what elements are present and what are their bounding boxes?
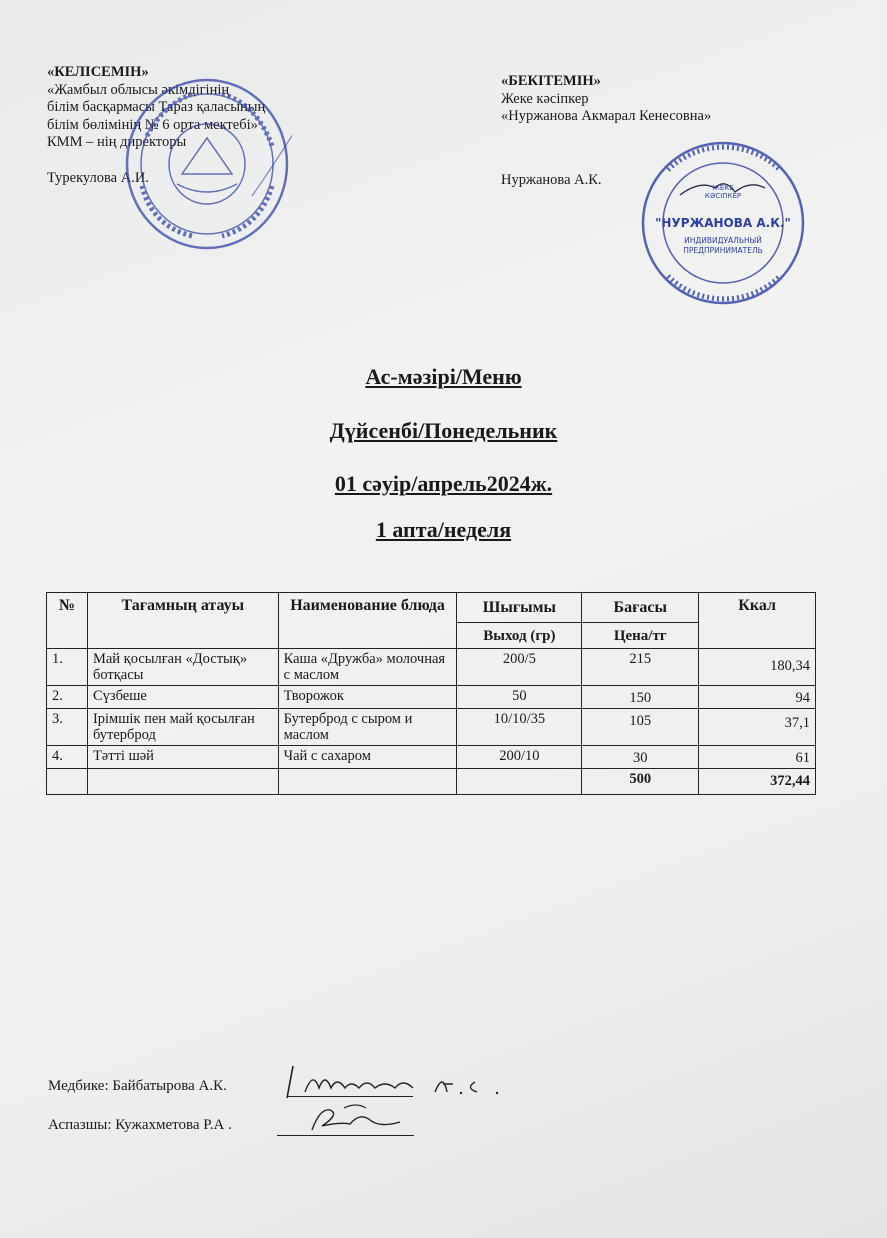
header-output-unit: Выход (гр) (457, 623, 582, 649)
table-row (47, 649, 816, 686)
row-kcal: 61 (699, 746, 816, 769)
row-output: 10/10/35 (457, 709, 582, 746)
row-name-ru: Чай с сахаром (278, 746, 457, 769)
row-name-kz: Ірімшік пен май қосылған бутерброд (87, 709, 278, 746)
row-name-kz: Май қосылған «Достық» ботқасы (87, 649, 278, 686)
row-num: 4. (47, 746, 88, 769)
row-num: 1. (47, 649, 88, 686)
cook-label: Аспазшы: Кужахметова Р.А . (48, 1117, 232, 1133)
row-price: 30 (582, 746, 699, 769)
total-empty-cell (47, 769, 88, 795)
stamp-role (640, 236, 806, 256)
stamp-small-line: ЖЕКЕ (712, 184, 734, 192)
entrepreneur-stamp (640, 140, 806, 306)
row-name-ru: Каша «Дружба» молочная с маслом (278, 649, 457, 686)
header-output: Шығымы (457, 593, 582, 623)
table-header-row (47, 593, 816, 623)
left-header-line: КММ – нің директоры (47, 134, 187, 150)
header-num: № (47, 593, 88, 649)
row-num: 2. (47, 686, 88, 709)
table-row (47, 686, 816, 709)
row-name-ru: Бутерброд с сыром и маслом (278, 709, 457, 746)
week-title: 1 апта/неделя (375, 517, 512, 542)
stamp-small-line: КӘСІПКЕР (704, 192, 742, 200)
header-name-ru: Наименование блюда (278, 593, 457, 649)
menu-title: Ас-мәзірі/Меню (365, 364, 522, 389)
row-kcal: 180,34 (699, 649, 816, 686)
row-kcal: 94 (699, 686, 816, 709)
left-signatory: Турекулова А.И. (47, 169, 149, 186)
header-price-unit: Цена/тг (582, 623, 699, 649)
header-price: Бағасы (582, 593, 699, 623)
left-header-line: «Жамбыл облысы әкімдігінің (47, 81, 230, 98)
day-title: Дүйсенбі/Понедельник (329, 418, 558, 443)
stamp-top-text (640, 184, 806, 200)
right-header-title: «БЕКІТЕМІН» (501, 73, 601, 89)
total-empty-cell (87, 769, 278, 795)
cook-signature-image (300, 1100, 410, 1136)
stamp-role-line: ПРЕДПРИНИМАТЕЛЬ (683, 246, 763, 255)
header-kcal: Ккал (699, 593, 816, 649)
left-header-line: білім басқармасы Тараз қаласының (47, 99, 266, 115)
total-empty-cell (278, 769, 457, 795)
row-price: 150 (582, 686, 699, 709)
left-header-title: «КЕЛІСЕМІН» (47, 64, 149, 80)
table-row (47, 709, 816, 746)
stamp-name: "НУРЖАНОВА А.К." (655, 216, 791, 230)
right-header-line: Жеке кәсіпкер (501, 90, 589, 107)
row-output: 200/5 (457, 649, 582, 686)
row-num: 3. (47, 709, 88, 746)
row-price: 105 (582, 709, 699, 746)
total-price: 500 (582, 769, 699, 795)
school-seal-image (122, 76, 292, 252)
table-total-row (47, 769, 816, 795)
left-header-line: білім бөлімінің № 6 орта мектебі» (47, 116, 258, 133)
right-header-line: «Нуржанова Акмарал Кенесовна» (501, 108, 712, 124)
table-row (47, 746, 816, 769)
right-signatory: Нуржанова А.К. (501, 171, 602, 188)
row-name-kz: Сүзбеше (87, 686, 278, 709)
nurse-signature-image (285, 1058, 535, 1102)
date-title: 01 сәуір/апрель2024ж. (334, 471, 553, 496)
row-price: 215 (582, 649, 699, 686)
row-output: 50 (457, 686, 582, 709)
row-output: 200/10 (457, 746, 582, 769)
total-kcal: 372,44 (699, 769, 816, 795)
stamp-role-line: ИНДИВИДУАЛЬНЫЙ (684, 236, 762, 245)
row-name-kz: Тәтті шәй (87, 746, 278, 769)
nurse-label: Медбике: Байбатырова А.К. (48, 1078, 227, 1094)
total-empty-cell (457, 769, 582, 795)
menu-table (46, 592, 816, 795)
row-kcal: 37,1 (699, 709, 816, 746)
header-name-kz: Тағамның атауы (87, 593, 278, 649)
row-name-ru: Творожок (278, 686, 457, 709)
